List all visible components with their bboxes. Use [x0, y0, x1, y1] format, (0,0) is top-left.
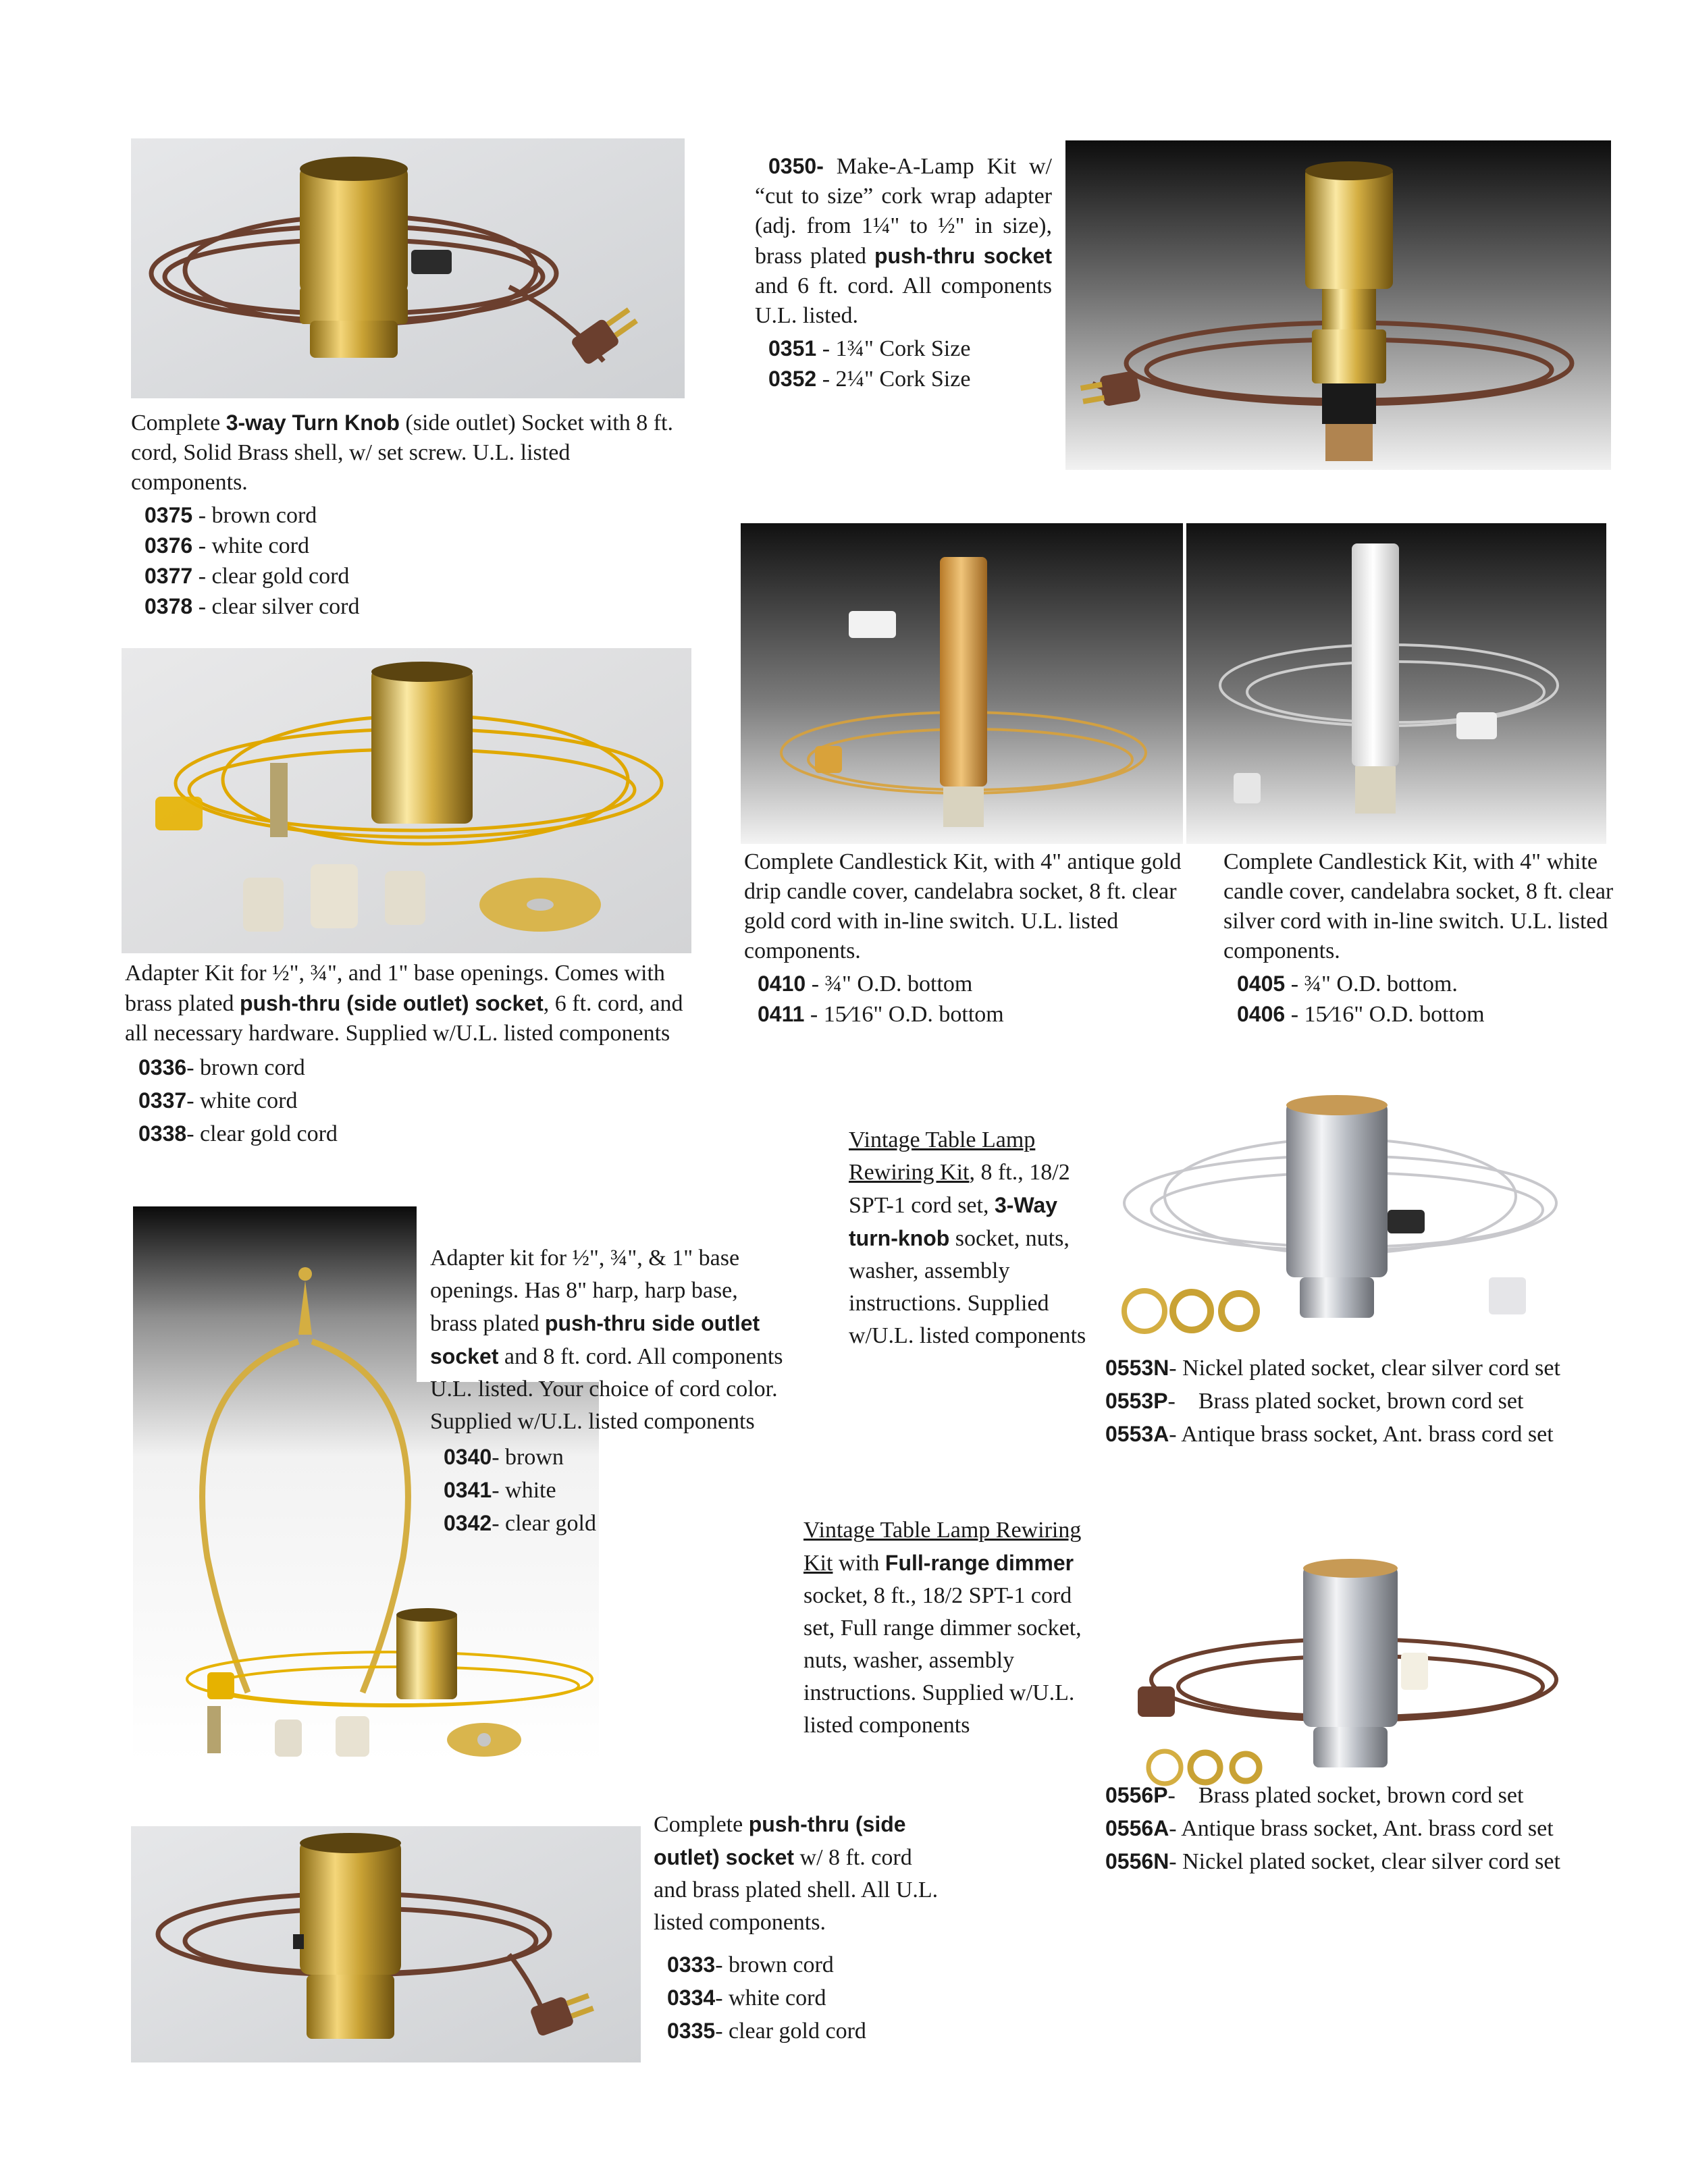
candlestick-white-code-list: [1223, 969, 1622, 1030]
photo-push-thru-socket: [131, 1826, 641, 2062]
photo-make-a-lamp-kit: [1065, 140, 1611, 470]
photo-candlestick-white: [1186, 523, 1606, 844]
code-row: 0556N- Nickel plated socket, clear silver cord set: [1105, 1849, 1560, 1874]
code-row: 0375 - brown cord: [144, 503, 317, 528]
candlestick-white-description: [1223, 847, 1622, 1030]
vintage-kit-title: Vintage Table Lamp Rewiring Kit: [803, 1518, 1082, 1576]
code-row: 0333- brown cord: [667, 1952, 834, 1977]
photo-adapter-kit: [122, 648, 691, 953]
desc-text: Complete Candlestick Kit, with 4" white candle cover, candelabra socket, 8 ft. clear silver cord with in-line switch. U.L. listed components.: [1223, 849, 1614, 963]
code-row: 0410 - ¾" O.D. bottom: [758, 971, 973, 996]
turn-knob-code-list: [131, 500, 685, 622]
photo-turn-knob-socket: [131, 138, 685, 398]
code-row: 0341- white: [444, 1478, 556, 1503]
code-row: 0338- clear gold cord: [138, 1121, 338, 1146]
code-row: 0336- brown cord: [138, 1055, 305, 1080]
code-row: 0340- brown: [444, 1445, 564, 1470]
product-code: 0350-: [768, 154, 824, 178]
adapter-kit-description: Adapter Kit for ½", ¾", and 1" base openings. Comes with brass plated push-thru (side outlet) socket, 6 ft. cord, and all necessary hardware. Supplied w/U.L. listed components 0336- brown cord 0337- white cord 0338- clear gold cord: [125, 959, 685, 1150]
code-row: 0334- white cord: [667, 1986, 826, 2010]
candlestick-gold-code-list: [744, 969, 1183, 1030]
harp-kit-code-list: [430, 1441, 788, 1540]
desc-text: Complete: [131, 410, 226, 435]
turn-knob-description: [131, 408, 685, 622]
vintage-dimmer-description: Vintage Table Lamp Rewiring Kit with Full-range dimmer socket, 8 ft., 18/2 SPT-1 cord set, Full range dimmer socket, nuts, washer, assembly instructions. Supplied w/U.L. listed components: [803, 1518, 1082, 1738]
make-a-lamp-code-list: [755, 334, 1052, 394]
code-row: 0352 - 2¼" Cork Size: [768, 367, 971, 392]
photo-vintage-dimmer-kit: [1111, 1551, 1583, 1805]
code-row: 0556P- Brass plated socket, brown cord set: [1105, 1783, 1524, 1808]
vintage-3way-code-list: [1105, 1352, 1618, 1451]
code-row: 0553A- Antique brass socket, Ant. brass cord set: [1105, 1422, 1554, 1447]
adapter-kit-code-list: [125, 1051, 685, 1150]
photo-candlestick-gold: [741, 523, 1183, 844]
vintage-3way-description: Vintage Table Lamp Rewiring Kit, 8 ft., 18/2 SPT-1 cord set, 3-Way turn-knob socket, nuts, washer, assembly instructions. Supplied w/U.L. listed components: [849, 1127, 1086, 1348]
code-row: 0351 - 1¾" Cork Size: [768, 336, 971, 361]
code-row: 0553N- Nickel plated socket, clear silver cord set: [1105, 1356, 1560, 1381]
code-row: 0342- clear gold: [444, 1511, 597, 1536]
push-thru-description: Complete push-thru (side outlet) socket w/ 8 ft. cord and brass plated shell. All U.L. listed components. 0333- brown cord 0334- white cord 0335- clear gold cord: [654, 1808, 951, 2048]
code-row: 0406 - 15⁄16" O.D. bottom: [1237, 1002, 1485, 1027]
harp-kit-description: Adapter kit for ½", ¾", & 1" base openings. Has 8" harp, harp base, brass plated push-thru side outlet socket and 8 ft. cord. All components U.L. listed. Your choice of cord color. Supplied w/U.L. listed components 0340- brown 0341- white 0342- clear gold: [430, 1242, 788, 1540]
make-a-lamp-description: 0350- Make-A-Lamp Kit w/ “cut to size” cork wrap adapter (adj. from 1¼" to ½" in size), brass plated push-thru socket and 6 ft. cord. All components U.L. listed. 0351 - 1¾" Cork Size 0352 - 2¼" Cork Size: [755, 151, 1052, 394]
code-row: 0376 - white cord: [144, 533, 309, 558]
photo-vintage-3way-kit: [1097, 1088, 1597, 1358]
vintage-kit-title: Vintage Table Lamp Rewiring Kit: [849, 1127, 1036, 1185]
code-row: 0378 - clear silver cord: [144, 594, 360, 619]
candlestick-gold-description: [744, 847, 1183, 1030]
code-row: 0411 - 15⁄16" O.D. bottom: [758, 1002, 1004, 1027]
code-row: 0335- clear gold cord: [667, 2019, 866, 2044]
code-row: 0556A- Antique brass socket, Ant. brass cord set: [1105, 1816, 1554, 1841]
desc-text: Complete Candlestick Kit, with 4" antique gold drip candle cover, candelabra socket, 8 ft. clear gold cord with in-line switch. U.L. listed components.: [744, 849, 1182, 963]
vintage-dimmer-code-list: [1105, 1779, 1618, 1878]
desc-text: (side outlet) Socket with 8 ft. cord, Solid Brass shell, w/ set screw. U.L. listed components.: [131, 410, 673, 495]
code-row: 0377 - clear gold cord: [144, 564, 350, 589]
code-row: 0337- white cord: [138, 1088, 298, 1113]
desc-bold: 3-way Turn Knob: [226, 410, 400, 435]
code-row: 0553P- Brass plated socket, brown cord set: [1105, 1389, 1524, 1414]
push-thru-code-list: [654, 1948, 951, 2048]
code-row: 0405 - ¾" O.D. bottom.: [1237, 971, 1458, 996]
